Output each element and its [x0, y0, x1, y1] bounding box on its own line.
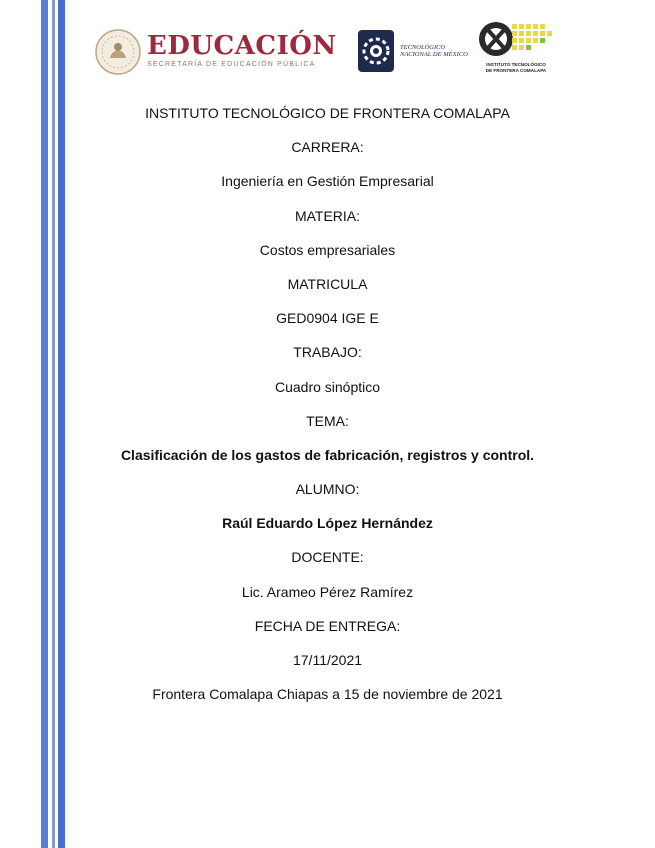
itfc-line1: INSTITUTO TECNOLÓGICO: [486, 62, 546, 67]
work-value: Cuadro sinóptico: [274, 378, 381, 395]
place-date: Frontera Comalapa Chiapas a 15 de noviembre de 2021: [152, 686, 503, 703]
topic-value: Clasificación de los gastos de fabricación, registros y control.: [120, 446, 535, 463]
institute-name: INSTITUTO TECNOLÓGICO DE FRONTERA COMALAPA: [145, 105, 510, 121]
teacher-value: Lic. Arameo Pérez Ramírez: [241, 583, 414, 600]
subject-label: MATERIA:: [294, 207, 361, 224]
sep-subtitle: SECRETARÍA DE EDUCACIÓN PÚBLICA: [147, 61, 316, 68]
student-label: ALUMNO:: [295, 481, 360, 498]
itfc-wordmark: [480, 62, 552, 74]
career-label: CARRERA:: [291, 139, 364, 156]
sep-seal-logo: [94, 28, 142, 76]
tecnm-line1: TECNOLÓGICO: [400, 44, 446, 51]
id-label: MATRICULA: [287, 275, 368, 292]
left-border-stripe: [58, 0, 65, 848]
subject-value: Costos empresariales: [259, 241, 396, 258]
teacher-label: DOCENTE:: [291, 549, 364, 566]
left-border-stripe: [52, 0, 55, 848]
topic-label: TEMA:: [306, 412, 349, 429]
due-date: 17/11/2021: [292, 652, 363, 668]
career-value: Ingeniería en Gestión Empresarial: [221, 173, 434, 190]
cover-content: [100, 105, 555, 720]
due-label: FECHA DE ENTREGA:: [254, 617, 401, 634]
sep-wordmark: [147, 32, 337, 68]
itfc-logo: [476, 18, 554, 60]
left-border-stripe: [41, 0, 48, 848]
tecnm-gear-logo: [356, 28, 396, 74]
sep-title: EDUCACIÓN: [147, 31, 337, 61]
tecnm-line2: NACIONAL DE MÉXICO: [400, 51, 468, 58]
student-value: Raúl Eduardo López Hernández: [222, 515, 433, 532]
itfc-line2: DE FRONTERA COMALAPA: [485, 68, 547, 73]
work-label: TRABAJO:: [293, 344, 362, 361]
id-value: GED0904 IGE E: [276, 310, 379, 327]
tecnm-wordmark: [400, 44, 468, 58]
